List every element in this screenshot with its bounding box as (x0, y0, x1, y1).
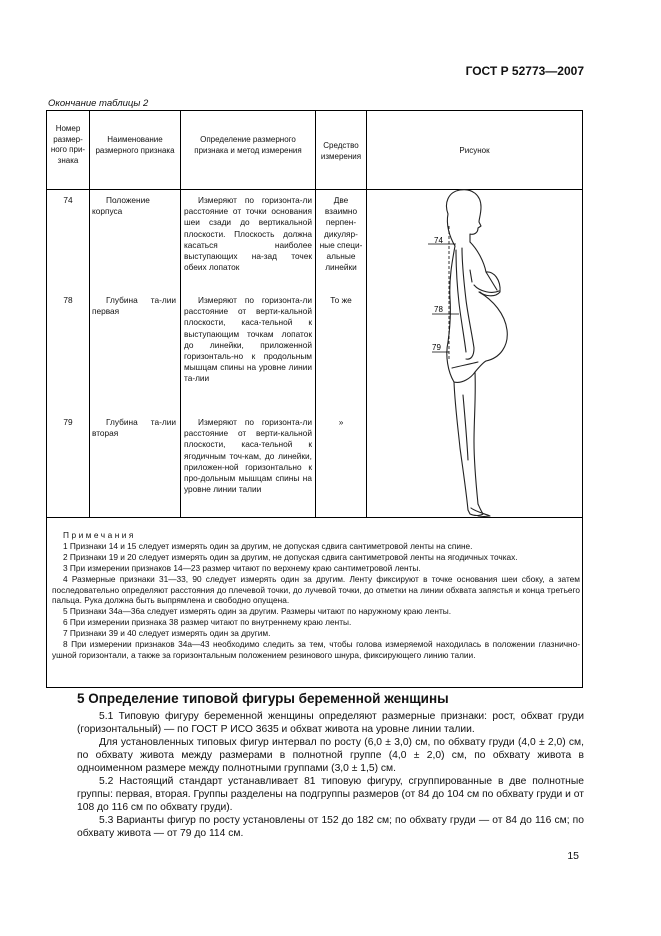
row-78-tool: То же (330, 295, 352, 305)
note-item: 5 Признаки 34а—36а следует измерять один за другим. Размеры читают по наружному краю ленты. (63, 606, 452, 617)
document-header: ГОСТ Р 52773—2007 (465, 64, 584, 78)
table-notes (52, 530, 580, 661)
row-79-number: 79 (63, 417, 73, 427)
figure-label-74: 74 (434, 236, 443, 245)
section-title: 5 Определение типовой фигуры беременной женщины (77, 691, 449, 706)
note-item: 7 Признаки 39 и 40 следует измерять один за другим. (63, 628, 271, 639)
col-header-figure: Рисунок (459, 146, 490, 155)
figure-label-78: 78 (434, 305, 443, 314)
note-item: 3 При измерении признаков 14—23 размер читают по верхнему краю сантиметровой ленты. (63, 562, 421, 573)
note-item: 2 Признаки 19 и 20 следует измерять один за другим, не допуская сдвига сантиметровой ленты на ягодичных точках. (63, 551, 518, 562)
section-paragraph: 5.3 Варианты фигур по росту установлены от 152 до 182 см; по обхвату груди — от 84 до 116 см; по обхвату живота — от 79 до 114 см. (77, 815, 584, 839)
figure-label-79: 79 (432, 343, 441, 352)
row-74-number: 74 (63, 195, 73, 205)
note-item: 1 Признаки 14 и 15 следует измерять один за другим, не допуская сдвига сантиметровой ленты на спине. (63, 540, 473, 551)
col-header-definition: Определение размерного признака и метод измерения (194, 135, 302, 155)
row-74-tool: Две взаимно перпен-дикуляр-ные специ-альные линейки (319, 195, 363, 273)
col-header-tool: Средство измерения (320, 141, 362, 161)
row-79-tool: » (338, 417, 344, 427)
section-body (77, 710, 584, 840)
note-item: 4 Размерные признаки 31—33, 90 следует измерять один за другим. Ленту фиксируют в точке основания шеи сбоку, а затем последовательно определяют расстояния до плечевой точки, до лучевой точки, до отметки на линии обхвата запястья и конца третьего пальца. Рука должна быть выпрямлена и свободно опущена. (52, 573, 580, 606)
section-paragraph: Для установленных типовых фигур интервал по росту (6,0 ± 3,0) см, по обхвату груди (4,0 ± 2,0) см, по обхвату живота между размерами в полнотной группе (4,0 ± 2,0) см, по обхвату живота в одноименном размере между полнотными группами (3,0 ± 1,5) см. (77, 737, 584, 774)
section-paragraph: 5.1 Типовую фигуру беременной женщины определяют размерные признаки: рост, обхват груди (горизонтальный) — по ГОСТ Р ИСО 3635 и обхват живота на уровне линии талии. (77, 711, 584, 735)
table-caption: Окончание таблицы 2 (48, 98, 149, 109)
page-number: 15 (567, 850, 579, 862)
row-78-number: 78 (63, 295, 73, 305)
row-79-definition: Измеряют по горизонта-ли расстояние от верти-кальной плоскости, каса-тельной к ягодичным точ-кам, до линейки, приложен-ной горизонтально к про-дольным мышцам спины на уровне линии талии (184, 417, 312, 495)
row-74-definition: Измеряют по горизонта-ли расстояние от точки основания шеи сзади до вертикальной плоскости. Плоскость должна касаться наиболее выступающих на-зад точек обеих лопаток (184, 195, 312, 273)
section-paragraph: 5.2 Настоящий стандарт устанавливает 81 типовую фигуру, сгруппированные в две полнотные группы: первая, вторая. Группы разделены на подгруппы размеров (от 84 до 104 см по обхвату груди и от 108 до 116 см по обхвату груди). (77, 776, 584, 813)
col-header-number: Номер размер-ного при-знака (50, 124, 86, 165)
note-item: 8 При измерении признаков 34а—43 необходимо следить за тем, чтобы голова измеряемой находилась в положении глазнично-ушной горизонтали, а также за горизонтальным положением резинового шнура, фиксирующего линию талии. (52, 639, 580, 660)
row-78-name: Глубина та-лии первая (92, 295, 176, 317)
notes-title: Примечания (63, 530, 136, 540)
note-item: 6 При измерении признака 38 размер читают по внутреннему краю ленты. (63, 617, 352, 628)
row-74-name: Положение корпуса (92, 195, 150, 217)
row-78-definition: Измеряют по горизонта-ли расстояние от верти-кальной плоскости, каса-тельной к выступающим точкам лопаток до линейки, приложенной горизонталь-но к продольным мышцам спины на уровне линии та-лии (184, 295, 312, 384)
col-header-name: Наименование размерного признака (95, 135, 175, 155)
row-79-name: Глубина та-лии вторая (92, 417, 176, 439)
